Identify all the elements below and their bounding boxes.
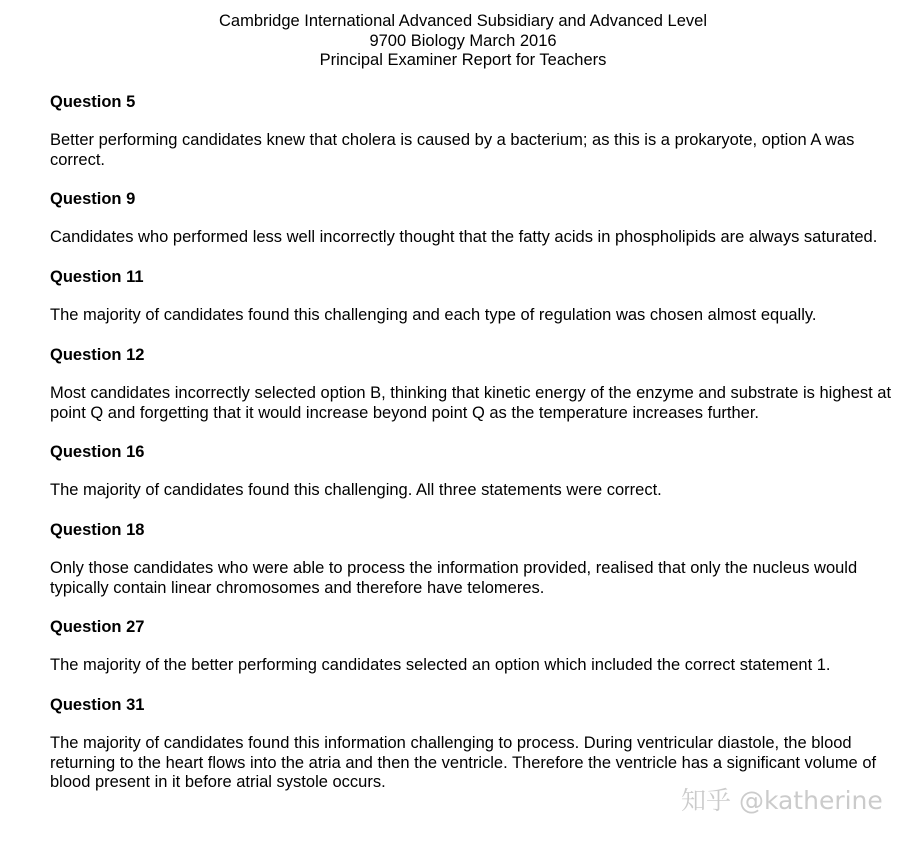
question-heading: Question 16 xyxy=(50,443,145,462)
question-comment: The majority of candidates found this challenging. All three statements were correct. xyxy=(50,481,662,500)
question-heading: Question 27 xyxy=(50,618,145,637)
question-heading: Question 12 xyxy=(50,345,145,364)
question-comment: The majority of candidates found this challenging and each type of regulation was chosen almost equally. xyxy=(50,306,817,325)
question-comment: The majority of candidates found this information challenging to process. During ventricular diastole, the blood returning to the heart flows into the atria and then the ventricle. Therefore the ventricle has a significant volume of blood present in it before atrial systole occurs. xyxy=(50,734,877,792)
question-comment: The majority of the better performing candidates selected an option which included the correct statement 1. xyxy=(50,656,831,675)
report-header xyxy=(0,12,912,71)
question-section xyxy=(50,617,900,676)
question-section xyxy=(50,345,900,423)
question-section xyxy=(50,442,900,501)
question-heading: Question 5 xyxy=(50,93,136,111)
question-heading: Question 11 xyxy=(50,268,144,287)
header-line-3: Principal Examiner Report for Teachers xyxy=(319,51,607,70)
question-comment: Better performing candidates knew that cholera is caused by a bacterium; as this is a prokaryote, option A was correct. xyxy=(50,131,855,169)
question-comment: Only those candidates who were able to process the information provided, realised that only the nucleus would typically contain linear chromosomes and therefore have telomeres. xyxy=(50,558,858,597)
question-heading: Question 18 xyxy=(50,520,145,539)
question-heading: Question 9 xyxy=(50,190,136,209)
watermark-text: 知乎 @katherine xyxy=(681,786,883,815)
questions-list xyxy=(50,92,900,812)
question-section xyxy=(50,267,900,326)
question-comment: Most candidates incorrectly selected option B, thinking that kinetic energy of the enzyme and substrate is highest at point Q and forgetting that it would increase beyond point Q as the temperature increases further. xyxy=(50,383,892,422)
question-section xyxy=(50,520,900,598)
question-section xyxy=(50,189,900,248)
header-line-2: 9700 Biology March 2016 xyxy=(369,31,557,50)
header-line-1: Cambridge International Advanced Subsidiary and Advanced Level xyxy=(219,12,707,30)
question-comment: Candidates who performed less well incorrectly thought that the fatty acids in phospholipids are always saturated. xyxy=(50,228,878,247)
question-section xyxy=(50,92,900,170)
question-heading: Question 31 xyxy=(50,696,145,715)
question-section xyxy=(50,695,900,793)
